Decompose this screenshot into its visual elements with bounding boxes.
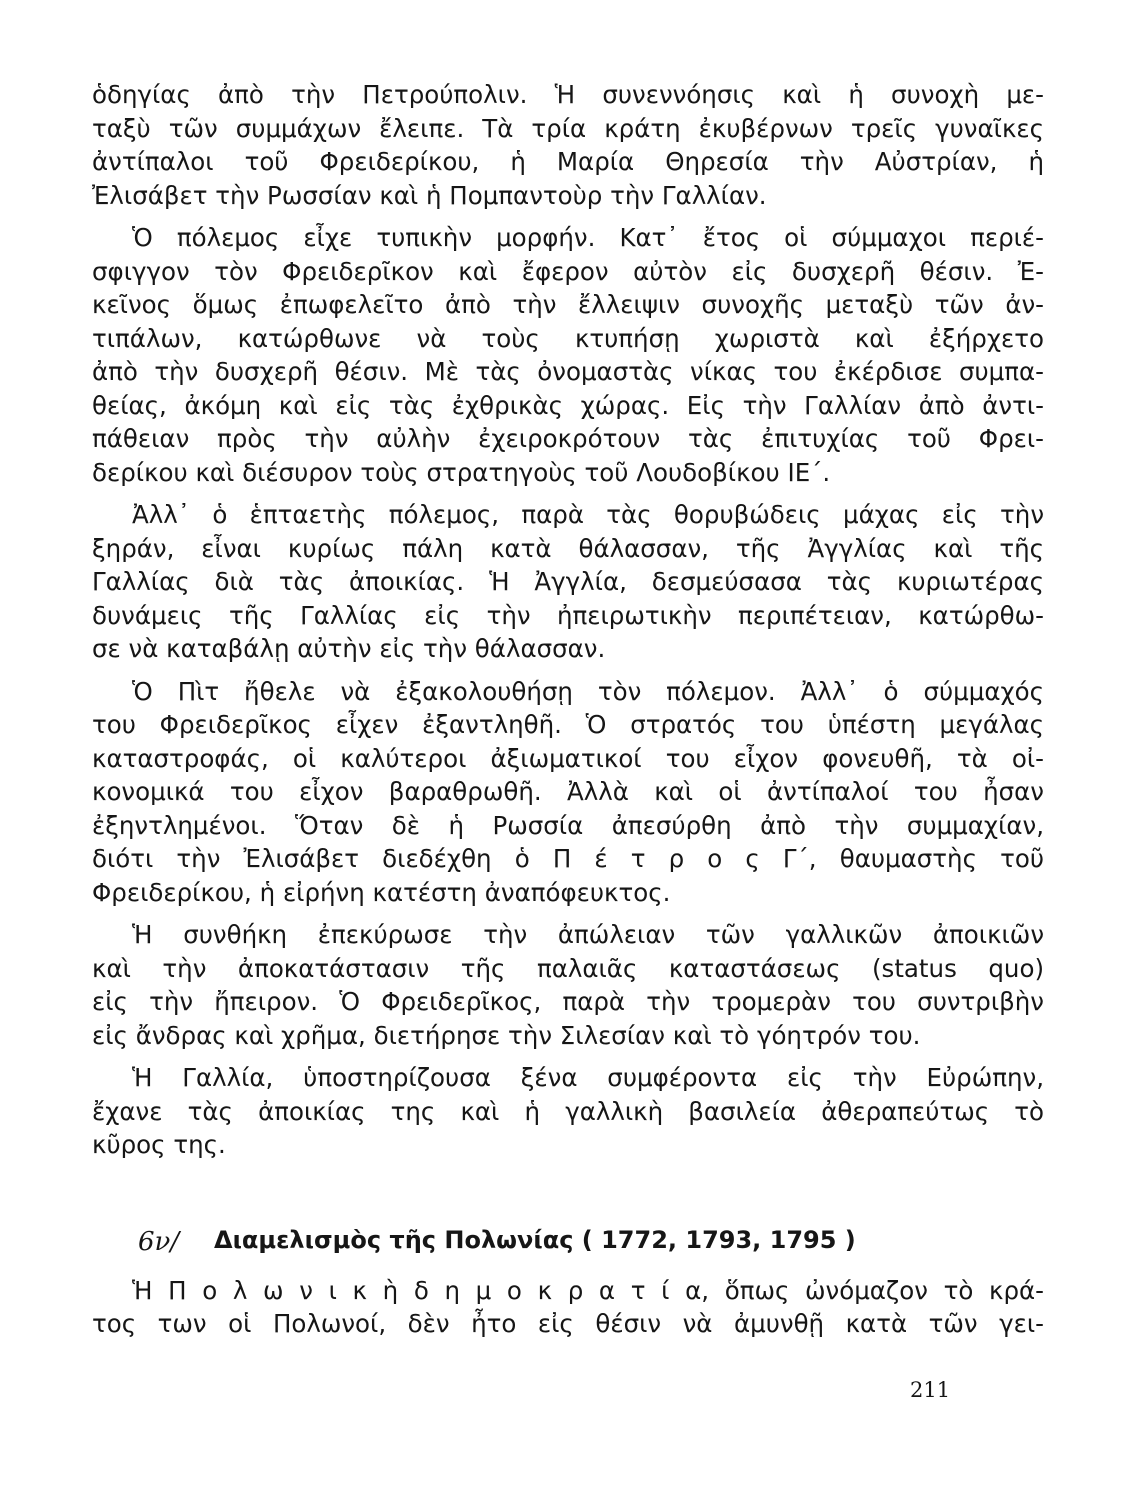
paragraph (92, 1274, 1044, 1341)
text-line: διότι τὴν Ἐλισάβετ διεδέχθη ὁ Π έ τ ρ ο ς Γ΄, θαυμαστὴς τοῦ (92, 844, 1044, 873)
text-line: ἐξηντλημένοι. Ὅταν δὲ ἡ Ρωσσία ἀπεσύρθη ἀπὸ τὴν συμμαχίαν, (92, 810, 1044, 840)
text-line: κονομικά του εἶχον βαραθρωθῆ. Ἀλλὰ καὶ οἱ ἀντίπαλοί του ἦσαν (92, 777, 1044, 806)
text-line: θείας, ἀκόμη καὶ εἰς τὰς ἐχθρικὰς χώρας. Εἰς τὴν Γαλλίαν ἀπὸ ἀντι- (92, 390, 1044, 420)
text-line: Ἐλισάβετ τὴν Ρωσσίαν καὶ ἡ Πομπαντοὺρ τὴν Γαλλίαν. (92, 180, 767, 210)
paragraph (92, 78, 1044, 212)
page-body (92, 78, 1044, 1341)
text-line: τος των οἱ Πολωνοί, δὲν ἦτο εἰς θέσιν νὰ ἀμυνθῇ κατὰ τῶν γει- (92, 1309, 1044, 1338)
text-line: Φρειδερίκου, ἡ εἰρήνη κατέστη ἀναπόφευκτος. (92, 877, 671, 907)
text-line: κεῖνος ὅμως ἐπωφελεῖτο ἀπὸ τὴν ἔλλειψιν συνοχῆς μεταξὺ τῶν ἀν- (92, 290, 1044, 319)
paragraph (92, 221, 1044, 489)
text-line: Ἡ συνθήκη ἐπεκύρωσε τὴν ἀπώλειαν τῶν γαλλικῶν ἀποικιῶν (132, 920, 1044, 949)
text-line: δυνάμεις τῆς Γαλλίας εἰς τὴν ἠπειρωτικὴν περιπέτειαν, κατώρθω- (92, 600, 1044, 630)
text-line: ἀπὸ τὴν δυσχερῆ θέσιν. Μὲ τὰς ὀνομαστὰς νίκας του ἐκέρδισε συμπα- (92, 357, 1044, 386)
section-heading (92, 1220, 1044, 1260)
text-line: ὁδηγίας ἀπὸ τὴν Πετρούπολιν. Ἡ συνεννόησις καὶ ἡ συνοχὴ με- (92, 80, 1044, 109)
paragraph (92, 1061, 1044, 1162)
text-line: εἰς τὴν ἤπειρον. Ὁ Φρειδερῖκος, παρὰ τὴν τρομερὰν του συντριβὴν (92, 987, 1044, 1016)
paragraph (92, 498, 1044, 666)
text-line: ξηράν, εἶναι κυρίως πάλη κατὰ θάλασσαν, τῆς Ἀγγλίας καὶ τῆς (92, 533, 1044, 563)
text-line: κῦρος της. (92, 1130, 226, 1159)
text-line: Ὁ Πὶτ ἤθελε νὰ ἐξακολουθήσῃ τὸν πόλεμον. Ἀλλ᾽ ὁ σύμμαχός (132, 676, 1044, 706)
text-line: ταξὺ τῶν συμμάχων ἔλειπε. Τὰ τρία κράτη ἐκυβέρνων τρεῖς γυναῖκες (92, 113, 1044, 143)
text-line: Γαλλίας διὰ τὰς ἀποικίας. Ἡ Ἀγγλία, δεσμεύσασα τὰς κυριωτέρας (92, 567, 1044, 596)
text-line: ἀντίπαλοι τοῦ Φρειδερίκου, ἡ Μαρία Θηρεσία τὴν Αὐστρίαν, ἡ (92, 147, 1044, 176)
text-line: σε νὰ καταβάλῃ αὐτὴν εἰς τὴν θάλασσαν. (92, 634, 606, 663)
text-line: του Φρειδερῖκος εἶχεν ἐξαντληθῆ. Ὁ στρατός του ὑπέστη μεγάλας (92, 710, 1044, 739)
page-number: 211 (910, 1378, 951, 1402)
text-line: σφιγγον τὸν Φρειδερῖκον καὶ ἔφερον αὐτὸν εἰς δυσχερῆ θέσιν. Ἐ- (92, 256, 1044, 286)
text-line: Ἀλλ᾽ ὁ ἑπταετὴς πόλεμος, παρὰ τὰς θορυβώδεις μάχας εἰς τὴν (132, 500, 1044, 529)
text-line: Ἡ Γαλλία, ὑποστηρίζουσα ξένα συμφέροντα εἰς τὴν Εὐρώπην, (132, 1063, 1044, 1092)
handwritten-margin-note: 6ν/ (138, 1226, 180, 1257)
text-line: πάθειαν πρὸς τὴν αὐλὴν ἐχειροκρότουν τὰς ἐπιτυχίας τοῦ Φρει- (92, 424, 1044, 453)
text-line: ἔχανε τὰς ἀποικίας της καὶ ἡ γαλλικὴ βασιλεία ἀθεραπεύτως τὸ (92, 1096, 1044, 1126)
text-line: δερίκου καὶ διέσυρον τοὺς στρατηγοὺς τοῦ Λουδοβίκου ΙΕ΄. (92, 457, 831, 487)
text-line: καταστροφάς, οἱ καλύτεροι ἀξιωματικοί του εἶχον φονευθῆ, τὰ οἰ- (92, 743, 1044, 773)
section-title: Διαμελισμὸς τῆς Πολωνίας ( 1772, 1793, 1795 ) (214, 1225, 856, 1254)
text-line: καὶ τὴν ἀποκατάστασιν τῆς παλαιᾶς καταστάσεως (status quo) (92, 953, 1044, 983)
text-line: εἰς ἄνδρας καὶ χρῆμα, διετήρησε τὴν Σιλεσίαν καὶ τὸ γόητρόν του. (92, 1020, 921, 1050)
text-line: Ἡ Π ο λ ω ν ι κ ὴ δ η μ ο κ ρ α τ ί α, ὅπως ὠνόμαζον τὸ κρά- (132, 1275, 1044, 1305)
text-line: τιπάλων, κατώρθωνε νὰ τοὺς κτυπήσῃ χωριστὰ καὶ ἐξήρχετο (92, 323, 1044, 353)
paragraph (92, 675, 1044, 910)
text-line: Ὁ πόλεμος εἶχε τυπικὴν μορφήν. Κατ᾽ ἔτος οἱ σύμμαχοι περιέ- (132, 223, 1044, 252)
paragraph (92, 918, 1044, 1052)
